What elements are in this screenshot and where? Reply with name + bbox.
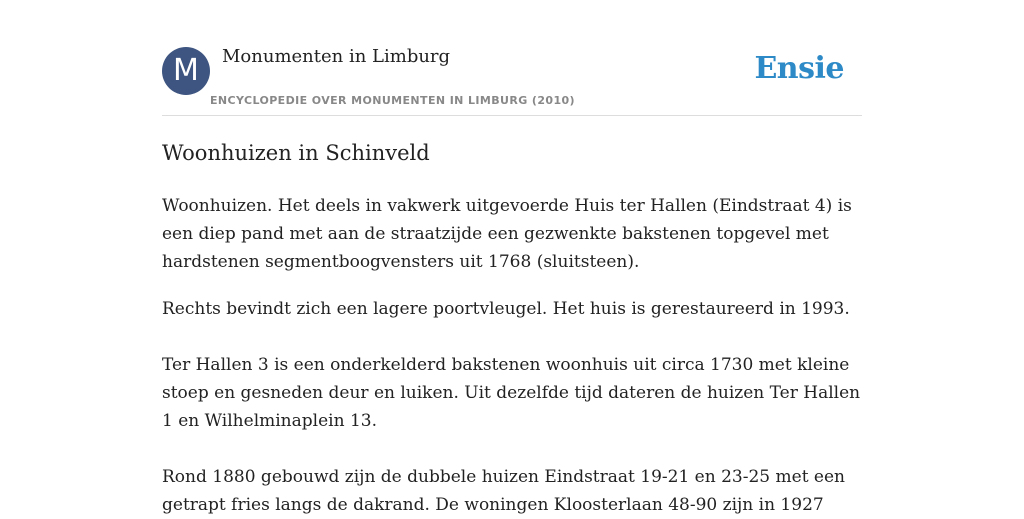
- article-card: [162, 0, 862, 515]
- source-subtitle: ENCYCLOPEDIE OVER MONUMENTEN IN LIMBURG (2010): [210, 94, 575, 107]
- article-paragraph-3: Ter Hallen 3 is een onderkelderd bakstenen woonhuis uit circa 1730 met kleine stoep en gesneden deur en luiken. Uit dezelfde tijd dateren de huizen Ter Hallen 1 en Wilhelminaplein 13.: [162, 355, 861, 431]
- article-title: Woonhuizen in Schinveld: [162, 141, 430, 165]
- source-header: [162, 0, 862, 116]
- source-title-link[interactable]: Monumenten in Limburg: [222, 46, 451, 67]
- article-paragraph-1: Woonhuizen. Het deels in vakwerk uitgevoerde Huis ter Hallen (Eindstraat 4) is een diep pand met aan de straatzijde een gezwenkte bakstenen topgevel met hardstenen segmentboogvensters uit 1768 (sluitsteen).: [162, 196, 852, 272]
- source-avatar[interactable]: M: [162, 47, 210, 95]
- article-paragraph-2: Rechts bevindt zich een lagere poortvleugel. Het huis is gerestaureerd in 1993.: [162, 299, 850, 319]
- ensie-logo[interactable]: Ensie: [754, 51, 844, 86]
- article-paragraph-4: Rond 1880 gebouwd zijn de dubbele huizen Eindstraat 19-21 en 23-25 met een getrapt fries langs de dakrand. De woningen Kloosterlaan 48-90 zijn in 1927: [162, 467, 845, 515]
